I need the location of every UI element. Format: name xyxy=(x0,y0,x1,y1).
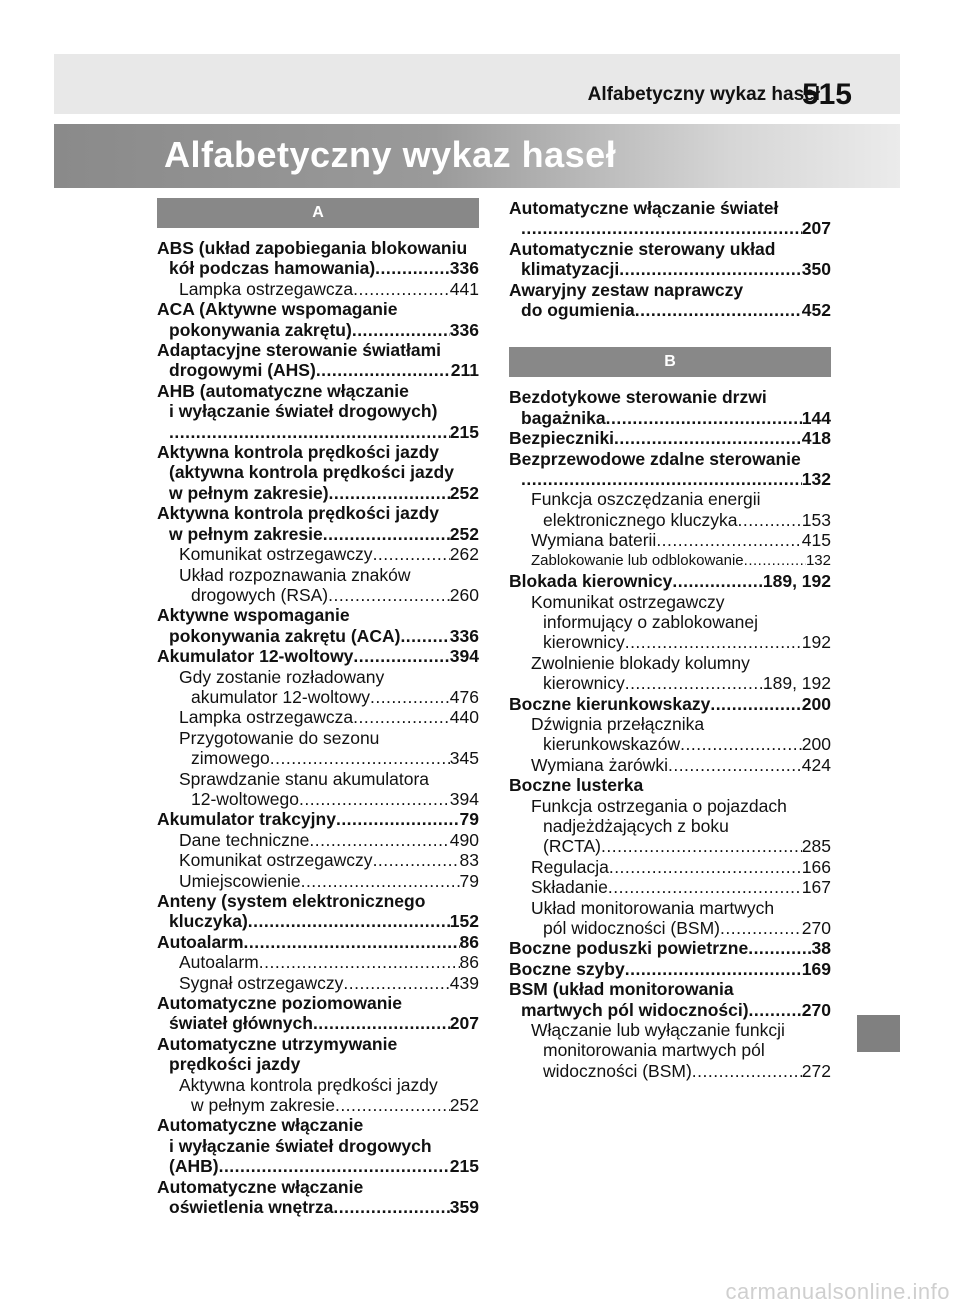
index-entry: Automatyczne poziomowanie xyxy=(157,993,403,1014)
index-entry: Bezprzewodowe zdalne sterowanie xyxy=(509,448,801,469)
index-entry-page: 452 xyxy=(801,300,831,321)
index-entry xyxy=(157,585,479,605)
index-entry-page: 211 xyxy=(450,360,479,381)
index-entry xyxy=(157,1095,479,1115)
index-entry-page: 270 xyxy=(801,918,831,938)
dot-leader xyxy=(329,483,450,503)
index-entry-label: Wymiana baterii xyxy=(531,530,657,551)
index-entry-page: 424 xyxy=(801,754,831,775)
dot-leader xyxy=(333,1197,449,1217)
dot-leader xyxy=(521,469,802,489)
dot-leader xyxy=(301,871,460,891)
index-entry xyxy=(509,857,831,877)
index-entry: i wyłączanie świateł drogowych xyxy=(169,1135,432,1156)
index-entry-label: Sygnał ostrzegawczy xyxy=(179,972,344,993)
index-entry-label: w pełnym zakresie) xyxy=(169,482,329,503)
index-entry-page: 270 xyxy=(801,999,831,1020)
index-entry xyxy=(509,877,831,897)
index-entry-label: kół podczas hamowania) xyxy=(169,258,376,279)
index-entry: Włączanie lub wyłączanie funkcji xyxy=(531,1020,785,1041)
index-entry xyxy=(157,952,479,972)
index-entry-page: 79 xyxy=(459,870,479,891)
index-entry: (aktywna kontrola prędkości jazdy xyxy=(169,462,454,483)
dot-leader xyxy=(400,626,449,646)
index-entry-page: 152 xyxy=(449,911,479,932)
dot-leader xyxy=(672,571,762,591)
index-entry: i wyłączanie świateł drogowych) xyxy=(169,401,438,422)
dot-leader xyxy=(738,510,802,530)
index-entry xyxy=(509,938,831,958)
index-entry-label: kierownicy xyxy=(543,673,625,694)
index-entry-page: 215 xyxy=(449,421,479,442)
index-entry-label: drogowych (RSA) xyxy=(191,584,329,605)
dot-leader xyxy=(625,959,802,979)
thumb-index-tab xyxy=(857,1015,900,1052)
index-entry-label: bagażnika xyxy=(521,407,606,428)
index-entry: Przygotowanie do sezonu xyxy=(179,727,380,748)
index-entry-page: 440 xyxy=(449,707,479,728)
index-entry: ABS (układ zapobiegania blokowaniu xyxy=(157,238,468,258)
index-entry-page: 192 xyxy=(801,632,831,653)
index-entry xyxy=(157,707,479,727)
index-entry-label: świateł głównych xyxy=(169,1013,313,1034)
dot-leader xyxy=(316,360,451,380)
index-entry: Układ rozpoznawania znaków xyxy=(179,564,411,585)
index-entry-page: 252 xyxy=(449,1095,479,1116)
index-entry-label: Lampka ostrzegawcza xyxy=(179,278,354,299)
index-entry-label: Autoalarm xyxy=(179,952,259,973)
index-column-right xyxy=(509,198,831,1081)
index-entry: Funkcja ostrzegania o pojazdach xyxy=(531,795,787,816)
dot-leader xyxy=(248,911,450,931)
index-entry-label: do ogumienia xyxy=(521,300,635,321)
index-entry xyxy=(157,748,479,768)
index-entry xyxy=(157,1013,479,1033)
index-entry: Anteny (system elektronicznego xyxy=(157,891,426,911)
index-entry: Aktywne wspomaganie xyxy=(157,605,350,626)
index-entry: Automatycznie sterowany układ xyxy=(509,238,776,259)
index-entry-page: 439 xyxy=(449,972,479,993)
dot-leader xyxy=(169,422,450,442)
index-entry-label: Regulacja xyxy=(531,856,609,877)
index-entry-label: Akumulator trakcyjny xyxy=(157,809,336,830)
index-entry-page: 132 xyxy=(805,551,831,569)
index-entry-page: 418 xyxy=(801,428,831,449)
index-entry: Dźwignia przełącznika xyxy=(531,713,705,734)
index-entry-page: 260 xyxy=(449,584,479,605)
index-entry xyxy=(509,959,831,979)
index-entry xyxy=(509,300,831,320)
index-entry: BSM (układ monitorowania xyxy=(509,979,734,1000)
dot-leader xyxy=(635,300,802,320)
dot-leader xyxy=(692,1061,802,1081)
dot-leader xyxy=(309,830,449,850)
letter-heading-a: A xyxy=(157,198,479,228)
index-entry xyxy=(157,830,479,850)
index-entry xyxy=(509,530,831,550)
index-entry-page: 336 xyxy=(449,625,479,646)
page-number: 515 xyxy=(801,78,852,111)
dot-leader xyxy=(608,877,802,897)
index-entry-label: pokonywania zakrętu) xyxy=(169,319,352,340)
dot-leader xyxy=(270,748,450,768)
index-entry-page: 169 xyxy=(801,958,831,979)
dot-leader xyxy=(606,408,802,428)
index-entry-label: klimatyzacji xyxy=(521,259,620,280)
dot-leader xyxy=(373,850,460,870)
index-entry xyxy=(157,789,479,809)
index-entry-page: 38 xyxy=(811,938,831,959)
index-entry-page: 252 xyxy=(449,482,479,503)
index-entry-label: Wymiana żarówki xyxy=(531,754,668,775)
index-entry: Aktywna kontrola prędkości jazdy xyxy=(179,1074,438,1095)
index-entry xyxy=(157,524,479,544)
index-entry: Bezdotykowe sterowanie drzwi xyxy=(509,387,767,408)
index-entry-label: Boczne szyby xyxy=(509,958,625,979)
dot-leader xyxy=(335,1095,450,1115)
index-entry: AHB (automatyczne włączanie xyxy=(157,380,409,401)
index-entry: Awaryjny zestaw naprawczy xyxy=(509,279,744,300)
index-column-left xyxy=(157,198,479,1218)
index-entry xyxy=(157,973,479,993)
index-entry xyxy=(509,571,831,591)
index-entry-page: 394 xyxy=(449,788,479,809)
index-entry xyxy=(157,911,479,931)
index-list-b xyxy=(509,387,831,1081)
index-entry: Automatyczne włączanie świateł xyxy=(509,198,779,218)
index-entry-label: Autoalarm xyxy=(157,931,244,952)
index-entry: ACA (Aktywne wspomaganie xyxy=(157,299,398,320)
index-entry-page: 476 xyxy=(449,686,479,707)
index-entry xyxy=(509,510,831,530)
index-entry-page: 167 xyxy=(801,877,831,898)
index-entry-label: martwych pól widoczności) xyxy=(521,999,749,1020)
dot-leader xyxy=(299,789,450,809)
index-entry: Boczne lusterka xyxy=(509,775,644,796)
index-entry xyxy=(509,694,831,714)
dot-leader xyxy=(323,524,450,544)
index-entry xyxy=(157,360,479,380)
index-entry-label: pól widoczności (BSM) xyxy=(543,918,720,938)
index-entry-page: 415 xyxy=(801,530,831,551)
index-entry: nadjeżdżających z boku xyxy=(543,815,729,836)
dot-leader xyxy=(680,734,802,754)
index-entry xyxy=(157,544,479,564)
index-entry: Gdy zostanie rozładowany xyxy=(179,666,385,687)
index-entry-label: Blokada kierownicy xyxy=(509,571,673,592)
index-entry-label: 12-woltowego xyxy=(191,788,299,809)
index-entry-label: Zablokowanie lub odblokowanie xyxy=(531,551,744,569)
index-entry: informujący o zablokowanej xyxy=(543,611,758,632)
index-list-a-right xyxy=(509,198,831,320)
index-entry: Automatyczne włączanie xyxy=(157,1176,364,1197)
index-entry-label: oświetlenia wnętrza xyxy=(169,1197,334,1218)
index-entry-page: 272 xyxy=(801,1060,831,1081)
index-entry-page: 345 xyxy=(449,748,479,769)
index-list-a-left xyxy=(157,238,479,1218)
index-entry-page: 83 xyxy=(459,850,479,871)
dot-leader xyxy=(373,544,450,564)
index-entry xyxy=(509,836,831,856)
dot-leader xyxy=(601,836,802,856)
index-entry-page: 285 xyxy=(801,836,831,857)
index-entry-page: 189, 192 xyxy=(762,571,831,592)
dot-leader xyxy=(720,918,802,938)
index-entry xyxy=(509,1000,831,1020)
index-entry-page: 132 xyxy=(801,469,831,490)
index-entry-page: 153 xyxy=(801,509,831,530)
index-entry xyxy=(157,320,479,340)
index-entry xyxy=(157,932,479,952)
section-banner-title: Alfabetyczny wykaz haseł xyxy=(164,134,617,175)
index-entry xyxy=(157,646,479,666)
index-entry-label: Boczne kierunkowskazy xyxy=(509,693,711,714)
index-entry-label: kierunkowskazów xyxy=(543,734,681,755)
index-entry-page: 252 xyxy=(449,523,479,544)
index-entry-label: (RCTA) xyxy=(543,836,601,857)
index-entry xyxy=(509,918,831,938)
index-entry: Zwolnienie blokady kolumny xyxy=(531,652,750,673)
index-entry: Sprawdzanie stanu akumulatora xyxy=(179,768,430,789)
index-entry-page: 350 xyxy=(801,259,831,280)
dot-leader xyxy=(375,258,450,278)
index-entry-page: 86 xyxy=(459,952,479,973)
index-entry-page: 207 xyxy=(449,1013,479,1034)
index-entry-label: w pełnym zakresie xyxy=(169,523,323,544)
index-entry-label: w pełnym zakresie xyxy=(191,1095,335,1116)
watermark: carmanualsonline.info xyxy=(725,1279,950,1304)
dot-leader xyxy=(328,585,450,605)
index-entry: Aktywna kontrola prędkości jazdy xyxy=(157,442,440,463)
index-entry-label: akumulator 12-woltowy xyxy=(191,686,370,707)
index-entry-label: kierownicy xyxy=(543,632,625,653)
index-entry-label: Komunikat ostrzegawczy xyxy=(179,544,373,565)
index-entry: Układ monitorowania martwych xyxy=(531,897,775,918)
index-entry xyxy=(509,1061,831,1081)
index-entry-page: 144 xyxy=(801,407,831,428)
dot-leader xyxy=(749,1000,802,1020)
index-entry-label: Boczne poduszki powietrzne xyxy=(509,938,749,959)
index-entry-page: 189, 192 xyxy=(762,673,831,694)
index-entry-page: 394 xyxy=(449,646,479,667)
index-entry xyxy=(157,483,479,503)
index-entry-page: 490 xyxy=(449,829,479,850)
index-entry-page: 79 xyxy=(459,809,479,830)
dot-leader xyxy=(744,551,806,571)
index-entry xyxy=(157,1156,479,1176)
index-entry xyxy=(157,422,479,442)
index-entry: prędkości jazdy xyxy=(169,1054,301,1075)
dot-leader xyxy=(219,1156,450,1176)
dot-leader xyxy=(710,694,801,714)
index-entry-label: (AHB) xyxy=(169,1156,219,1177)
dot-leader xyxy=(352,320,450,340)
index-entry: Automatyczne utrzymywanie xyxy=(157,1033,398,1054)
dot-leader xyxy=(343,973,449,993)
index-entry xyxy=(509,408,831,428)
index-entry-label: widoczności (BSM) xyxy=(543,1060,692,1081)
index-entry-page: 336 xyxy=(449,258,479,279)
index-entry xyxy=(157,626,479,646)
dot-leader xyxy=(748,938,811,958)
index-entry xyxy=(157,1197,479,1217)
index-entry xyxy=(157,687,479,707)
index-entry: Funkcja oszczędzania energii xyxy=(531,489,761,510)
dot-leader xyxy=(313,1013,450,1033)
index-entry-label: Bezpieczniki xyxy=(509,428,615,449)
index-entry-label: Dane techniczne xyxy=(179,829,310,850)
index-entry xyxy=(509,755,831,775)
index-entry-label: pokonywania zakrętu (ACA) xyxy=(169,625,401,646)
index-entry-label: Akumulator 12-woltowy xyxy=(157,646,354,667)
index-entry-label: drogowymi (AHS) xyxy=(169,360,316,381)
index-entry xyxy=(157,258,479,278)
dot-leader xyxy=(353,279,450,299)
index-entry xyxy=(509,632,831,652)
index-entry xyxy=(509,469,831,489)
index-entry-label: kluczyka) xyxy=(169,911,248,932)
index-entry-page: 200 xyxy=(801,693,831,714)
dot-leader xyxy=(609,857,802,877)
index-entry xyxy=(157,279,479,299)
dot-leader xyxy=(370,687,450,707)
index-entry-label: Komunikat ostrzegawczy xyxy=(179,850,373,871)
dot-leader xyxy=(521,218,802,238)
index-entry xyxy=(509,428,831,448)
index-entry: monitorowania martwych pól xyxy=(543,1040,765,1061)
dot-leader xyxy=(259,952,460,972)
index-entry xyxy=(157,871,479,891)
dot-leader xyxy=(668,755,802,775)
dot-leader xyxy=(614,428,802,448)
dot-leader xyxy=(353,646,449,666)
index-entry-label: Składanie xyxy=(531,877,608,898)
index-entry: Aktywna kontrola prędkości jazdy xyxy=(157,503,440,524)
index-entry: Automatyczne włączanie xyxy=(157,1115,364,1136)
dot-leader xyxy=(244,932,460,952)
running-header-title: Alfabetyczny wykaz haseł xyxy=(587,84,820,105)
dot-leader xyxy=(625,632,802,652)
index-entry xyxy=(509,218,831,238)
index-entry-label: Lampka ostrzegawcza xyxy=(179,707,354,728)
index-entry xyxy=(157,850,479,870)
index-entry-page: 441 xyxy=(449,278,479,299)
index-entry-page: 215 xyxy=(449,1156,479,1177)
index-entry: Komunikat ostrzegawczy xyxy=(531,591,725,612)
dot-leader xyxy=(625,673,763,693)
dot-leader xyxy=(656,530,801,550)
index-entry xyxy=(509,551,831,571)
index-entry-label: elektronicznego kluczyka xyxy=(543,509,738,530)
letter-heading-b: B xyxy=(509,347,831,377)
dot-leader xyxy=(336,809,460,829)
index-entry: Adaptacyjne sterowanie światłami xyxy=(157,340,441,361)
index-entry-page: 359 xyxy=(449,1197,479,1218)
index-entry-page: 86 xyxy=(459,931,479,952)
index-entry xyxy=(509,734,831,754)
index-entry xyxy=(509,673,831,693)
section-banner xyxy=(54,124,900,188)
index-entry-page: 200 xyxy=(801,734,831,755)
index-entry-page: 262 xyxy=(449,544,479,565)
index-entry-page: 166 xyxy=(801,856,831,877)
index-entry-label: zimowego xyxy=(191,748,270,769)
index-entry xyxy=(509,259,831,279)
dot-leader xyxy=(353,707,450,727)
dot-leader xyxy=(619,259,802,279)
index-entry-page: 207 xyxy=(801,218,831,239)
index-entry xyxy=(157,809,479,829)
index-entry-label: Umiejscowienie xyxy=(179,870,301,891)
index-entry-page: 336 xyxy=(449,319,479,340)
